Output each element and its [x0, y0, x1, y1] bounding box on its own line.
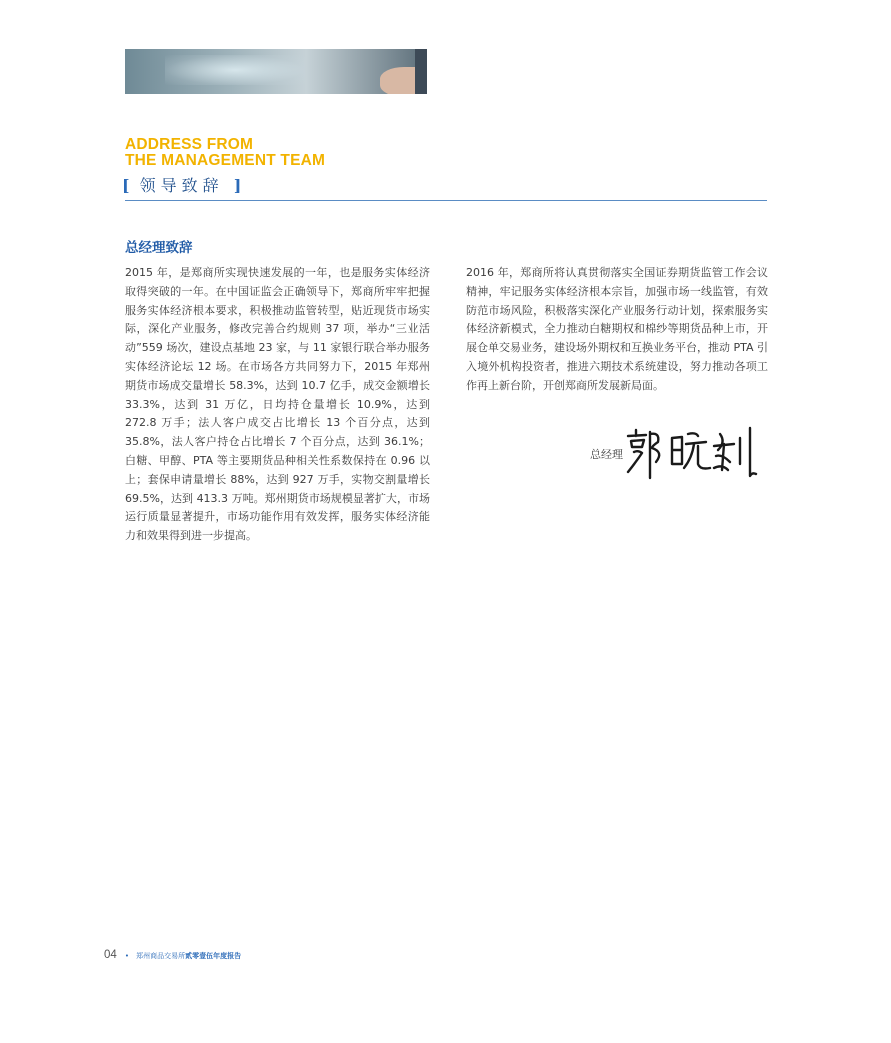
banner-sleeve-figure: [415, 49, 427, 94]
footer-report-title: 贰零壹伍年度报告: [185, 952, 242, 960]
bracket-close: ]: [233, 176, 242, 195]
heading-en-line2: THE MANAGEMENT TEAM: [125, 152, 326, 169]
page-number: 04: [104, 949, 117, 961]
heading-divider: [125, 200, 767, 201]
subheading: 总经理致辞: [125, 240, 193, 256]
left-paragraph: 2015 年，是郑商所实现快速发展的一年，也是服务实体经济取得突破的一年。在中国证监会正确领导下，郑商所牢牢把握服务实体经济根本要求，积极推动监管转型，贴近现货市场实际，深化产业服务，修改完善合约规则 37 项，举办“三业活动”559 场次，建设点基地 23 家，与 11 家银行联合举办服务实体经济论坛 12 场。在市场各方共同努力下，2015 年郑州期货市场成交量增长 58.3%，达到 10.7 亿手，成交金额增长 33.3%，达到 31 万亿，日均持仓量增长 10.9%，达到 272.8 万手；法人客户成交占比增长 13 个百分点，达到 35.8%，法人客户持仓占比增长 7 个百分点，达到 36.1%；白糖、甲醇、PTA 等主要期货品种相关性系数保持在 0.96 以上；套保申请量增长 88%，达到 927 万手，实物交割量增长 69.5%，达到 413.3 万吨。郑州期货市场规模显著扩大，市场运行质量显著提升，市场功能作用有效发挥，服务实体经济能力和效果得到进一步提高。: [125, 266, 430, 543]
banner-screen-glow: [165, 55, 305, 85]
footer-bullet: •: [124, 952, 130, 960]
section-heading-english: [125, 137, 325, 169]
signature-title: 总经理: [590, 448, 623, 461]
footer-org-name: 郑州商品交易所: [136, 952, 186, 960]
handwritten-signature: [622, 424, 774, 482]
section-heading-chinese: [122, 173, 241, 196]
right-paragraph: 2016 年，郑商所将认真贯彻落实全国证券期货监管工作会议精神，牢记服务实体经济根本宗旨，加强市场一线监管，有效防范市场风险，积极落实深化产业服务行动计划，探索服务实体经济新模式，全力推动白糖期权和棉纱等期货品种上市，开展仓单交易业务，建设场外期权和互换业务平台，推动 PTA 引入境外机构投资者，推进六期技术系统建设，努力推动各项工作再上新台阶，开创郑商所发展新局面。: [466, 266, 769, 392]
bracket-open: [: [122, 176, 130, 195]
page-footer: [104, 943, 241, 962]
heading-cn-text: 领导致辞: [139, 176, 224, 195]
heading-en-line1: ADDRESS FROM: [125, 136, 254, 153]
header-banner-image: [125, 49, 427, 94]
